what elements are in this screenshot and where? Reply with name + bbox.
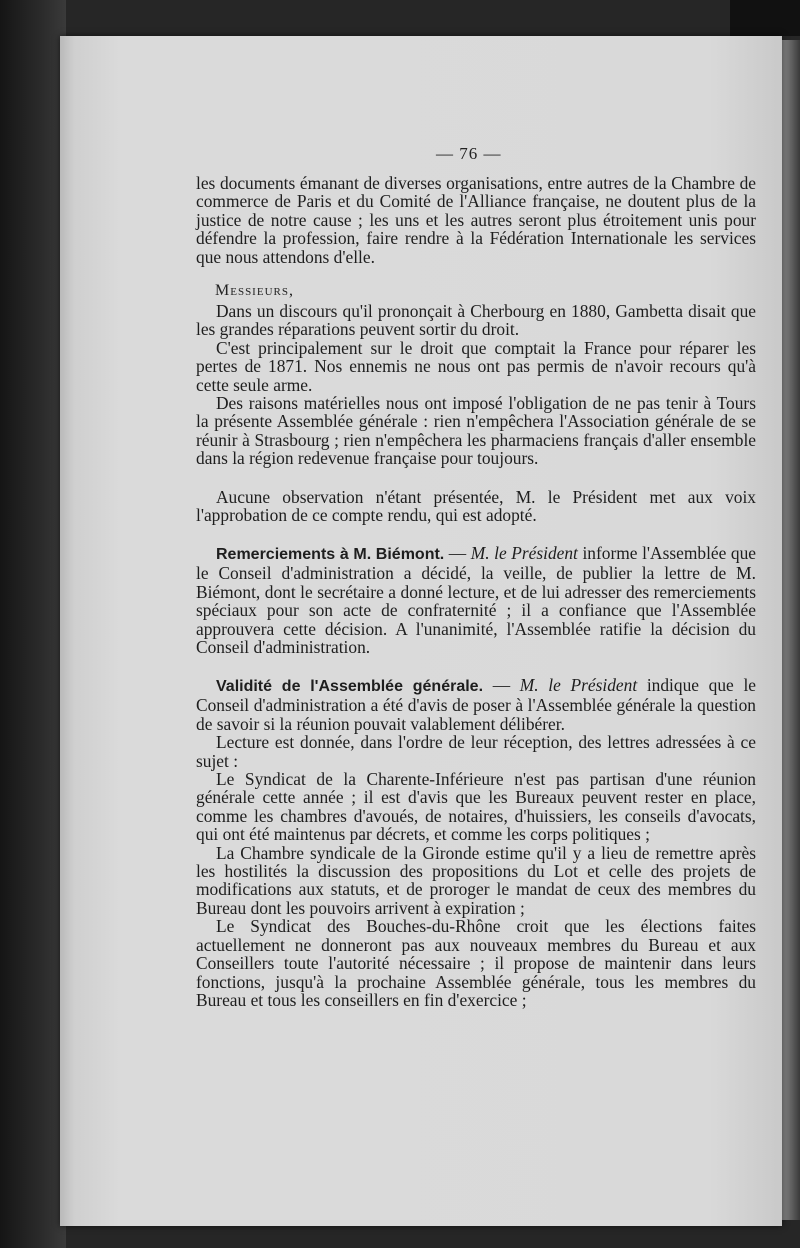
speech-paragraph: C'est principalement sur le droit que comptait la France pour réparer les pertes de 1871. Nos ennemis ne nous ont pas permis de n'avoir recours qu'à cette seule arme. [196,337,756,395]
section-heading: Remerciements à M. Biémont. [216,546,445,563]
opening-paragraph: les documents émanant de diverses organisations, entre autres de la Chambre de commerce de Paris et du Comité de l'Alliance française, ne doutent plus de la justice de notre cause ; les uns et les autres seront plus étroitement unis pour défendre la profession, faire rendre à la Fédération Internationale les services que nous attendons d'elle. [196,173,756,267]
dash: — [444,543,471,563]
salutation: Messieurs, [215,282,294,299]
section-text: indique que le Conseil d'administration a été d'avis de poser à l'Assemblée générale la question de savoir si la réunion pouvait valablement délibérer. [196,675,757,734]
dash: — [483,675,520,695]
section-heading: Validité de l'Assemblée générale. [216,678,484,695]
book-binding-shadow [0,0,66,1248]
section-validity-intro [196,676,756,733]
scan-corner [730,0,800,36]
speech-paragraph: Des raisons matérielles nous ont imposé l'obligation de ne pas tenir à Tours la présente Assemblée générale : rien n'empêchera l'Association générale de se réunir à Strasbourg ; rien n'empêchera les pharmaciens français d'aller ensemble dans la région redevenue française pour toujours. [196,393,756,469]
validity-paragraph: Le Syndicat de la Charente-Inférieure n'est pas partisan d'une réunion générale cette année ; il est d'avis que les Bureaux peuvent rester en place, comme les chambres d'avoués, de notaires, d'huissiers, les conseils d'avocats, qui ont été maintenus par décrets, et comme les corps politiques ; [196,769,756,845]
section-text: informe l'Assemblée que le Conseil d'administration a décidé, la veille, de publier la lettre de M. Biémont, dont le secrétaire a donné lecture, et de lui adresser des remerciements spéciaux pour son acte de confraternité ; il a confiance que l'Assemblée approuvera cette décision. A l'unanimité, l'Assemblée ratifie la décision du Conseil d'administration. [196,543,756,658]
page-edge [782,40,800,1220]
section-validity [196,676,756,1009]
validity-paragraph: Le Syndicat des Bouches-du-Rhône croit que les élections faites actuellement ne donneront pas aux nouveaux membres du Bureau et aux Conseillers toute l'autorité nécessaire ; il propose de maintenir dans leurs fonctions, jusqu'à la prochaine Assemblée générale, tous les membres du Bureau et tous les conseillers en fin d'exercice ; [196,916,756,1010]
validity-paragraph: Lecture est donnée, dans l'ordre de leur réception, des lettres adressées à ce sujet : [196,732,756,771]
speech [196,302,756,468]
validity-paragraph: La Chambre syndicale de la Gironde estime qu'il y a lieu de remettre après les hostilités la discussion des propositions du Lot et celle des projets de modifications aux statuts, et de proroger le mandat de ceux des membres du Bureau dont les pouvoirs arrivent à expiration ; [196,842,756,918]
speaker: M. le Président [519,675,638,695]
speaker: M. le Président [470,543,578,563]
section-thanks [196,544,756,656]
speech-paragraph: Dans un discours qu'il prononçait à Cherbourg en 1880, Gambetta disait que les grandes réparations peuvent sortir du droit. [196,301,756,340]
page-number: — 76 — [436,144,502,163]
approval-paragraph: Aucune observation n'étant présentée, M. le Président met aux voix l'approbation de ce compte rendu, qui est adopté. [196,487,756,526]
